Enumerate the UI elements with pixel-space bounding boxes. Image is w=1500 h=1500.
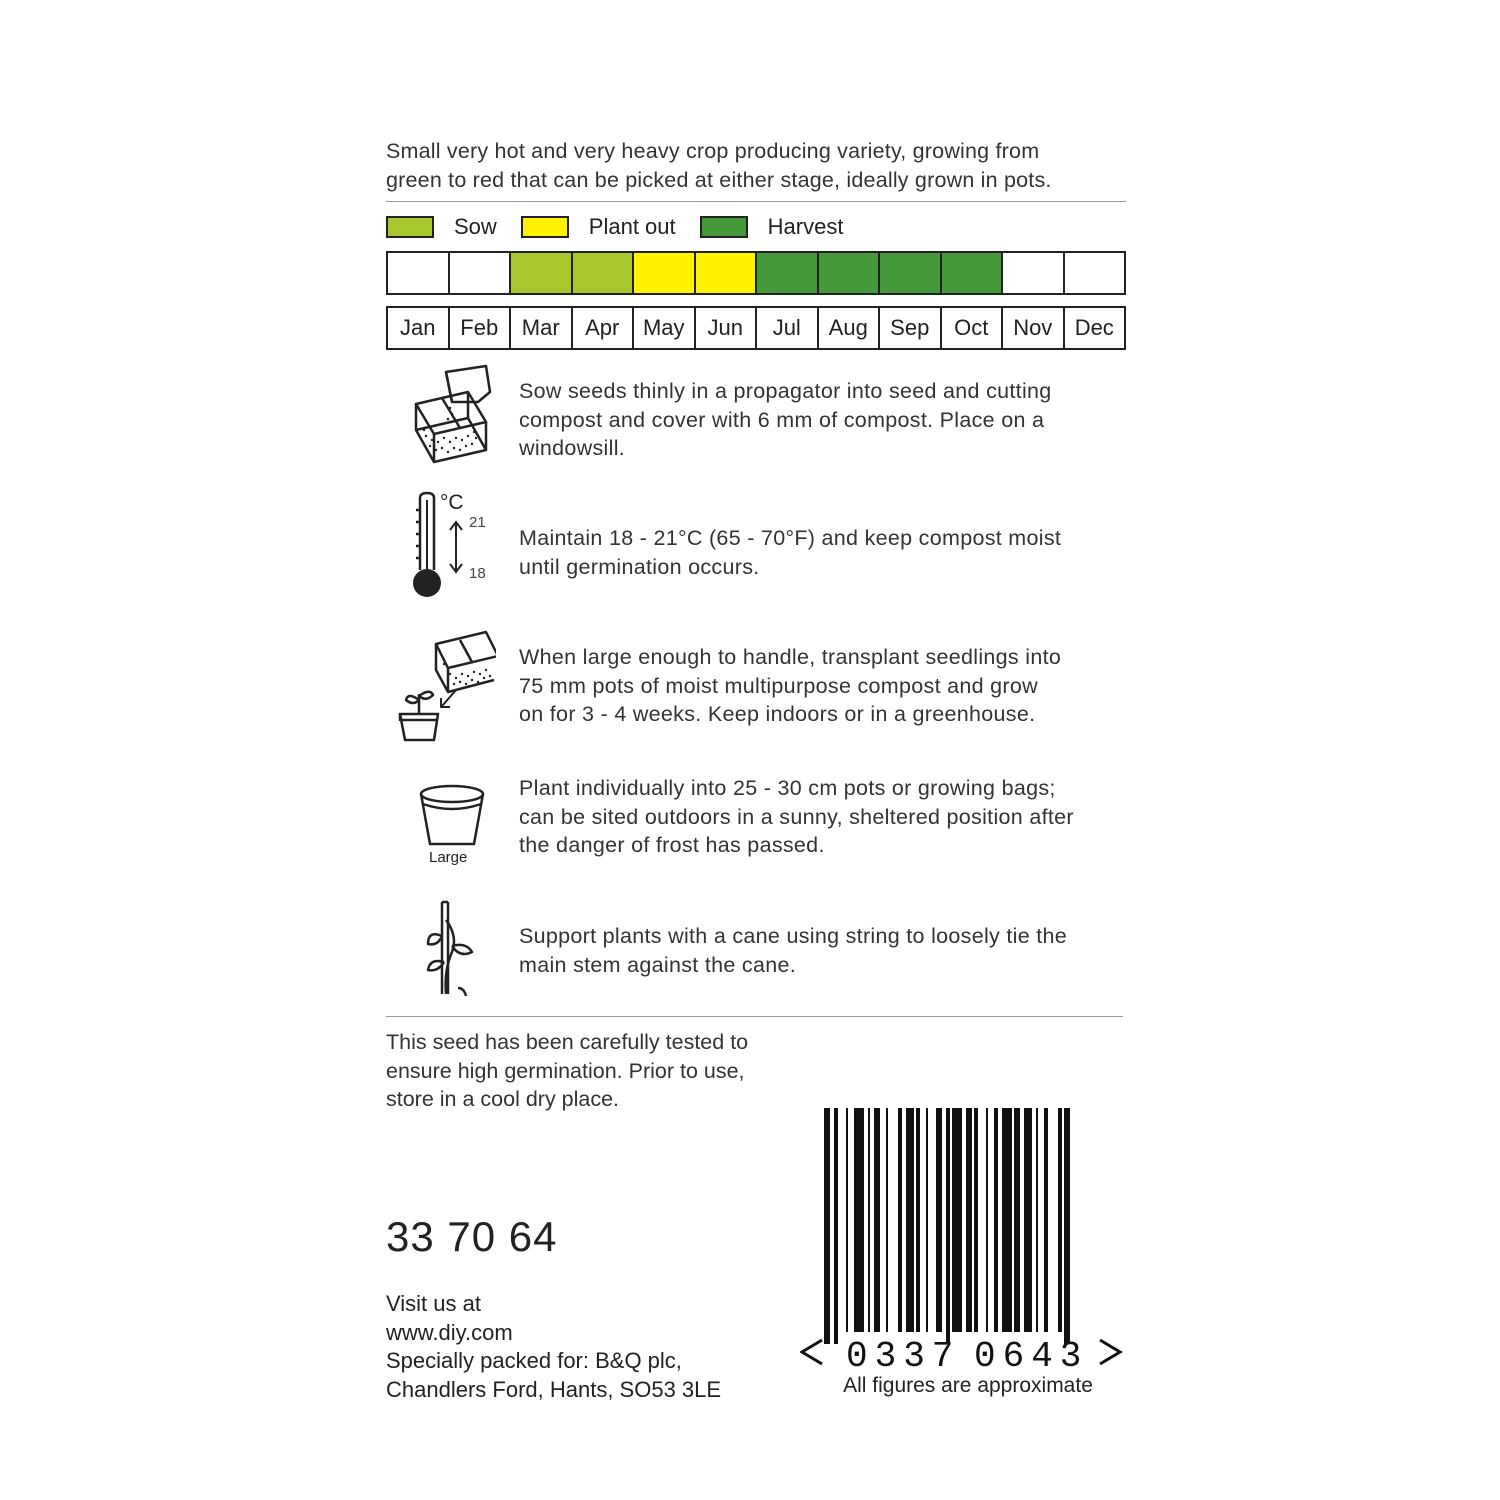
calendar-cell-oct xyxy=(942,253,1004,293)
barcode-bar xyxy=(854,1108,864,1332)
thermometer-high: 21 xyxy=(469,514,486,531)
step-line: 75 mm pots of moist multipurpose compost and grow xyxy=(519,673,1038,698)
calendar-cell-dec xyxy=(1065,253,1125,293)
calendar-activity-row xyxy=(386,251,1126,295)
legend-swatch-sow xyxy=(386,216,434,238)
calendar-cell-nov xyxy=(1003,253,1065,293)
step-temperature-text xyxy=(519,524,1129,581)
barcode-bar xyxy=(824,1108,830,1344)
calendar-month-row xyxy=(386,306,1126,350)
large-pot-icon xyxy=(386,782,496,848)
barcode-bar xyxy=(994,1108,998,1332)
barcode-bar xyxy=(986,1108,988,1332)
step-line: main stem against the cane. xyxy=(519,952,796,977)
calendar-cell-jul xyxy=(757,253,819,293)
legend-label: Plant out xyxy=(588,214,676,239)
calendar-cell-aug xyxy=(819,253,881,293)
step-sow-text xyxy=(519,377,1129,463)
barcode-bar xyxy=(1014,1108,1020,1332)
contact-info xyxy=(386,1290,806,1404)
step-line: Maintain 18 - 21°C (65 - 70°F) and keep compost moist xyxy=(519,526,1062,550)
month-label-oct: Oct xyxy=(942,308,1004,348)
legend-plant-out xyxy=(521,214,676,240)
note-line: store in a cool dry place. xyxy=(386,1087,620,1111)
legend-label: Sow xyxy=(454,214,497,239)
calendar-cell-mar xyxy=(511,253,573,293)
barcode-bar xyxy=(834,1108,838,1344)
barcode-bar xyxy=(946,1108,950,1344)
step-line: Support plants with a cane using string to loosely tie the xyxy=(519,924,1068,948)
month-label-jul: Jul xyxy=(757,308,819,348)
seed-quality-note xyxy=(386,1028,816,1114)
barcode-bar xyxy=(1058,1108,1062,1332)
step-transplant-text xyxy=(519,643,1129,729)
barcode-bar xyxy=(898,1108,902,1332)
divider xyxy=(386,201,1126,202)
cane-support-plant-icon xyxy=(386,900,496,1000)
product-description xyxy=(386,137,1146,195)
calendar-cell-jan xyxy=(388,253,450,293)
note-line: ensure high germination. Prior to use, xyxy=(386,1058,745,1083)
barcode-bar xyxy=(868,1108,870,1332)
calendar-cell-jun xyxy=(696,253,758,293)
barcode-bar xyxy=(966,1108,972,1332)
calendar-cell-may xyxy=(634,253,696,293)
barcode-bar xyxy=(974,1108,978,1332)
barcode-right-digits: 0643 xyxy=(974,1336,1089,1377)
month-label-aug: Aug xyxy=(819,308,881,348)
calendar-legend xyxy=(386,213,867,241)
month-label-dec: Dec xyxy=(1074,315,1114,340)
contact-line: Specially packed for: B&Q plc, xyxy=(386,1348,682,1373)
barcode-bar xyxy=(1044,1108,1048,1332)
contact-line: Chandlers Ford, Hants, SO53 3LE xyxy=(386,1376,722,1402)
barcode-bar xyxy=(1024,1108,1032,1332)
product-code: 33 70 64 xyxy=(386,1213,558,1260)
step-line: When large enough to handle, transplant seedlings into xyxy=(519,645,1062,669)
step-line: on for 3 - 4 weeks. Keep indoors or in a greenhouse. xyxy=(519,702,1036,726)
divider xyxy=(386,1016,1123,1017)
month-label-sep: Sep xyxy=(880,308,942,348)
barcode-bar xyxy=(916,1108,920,1332)
calendar-cell-apr xyxy=(573,253,635,293)
month-label-mar: Mar xyxy=(511,308,573,348)
step-line: can be sited outdoors in a sunny, sheltered position after xyxy=(519,804,1074,829)
month-label-apr: Apr xyxy=(573,308,635,348)
description-line: Small very hot and very heavy crop producing variety, growing from xyxy=(386,139,1040,163)
contact-line: Visit us at xyxy=(386,1291,481,1316)
legend-harvest xyxy=(700,214,844,240)
thermometer-unit: °C xyxy=(440,491,464,514)
barcode-bar xyxy=(1002,1108,1012,1332)
barcode-bar xyxy=(906,1108,914,1332)
barcode-right-chevron-icon xyxy=(1100,1340,1120,1364)
month-label-nov: Nov xyxy=(1003,308,1065,348)
transplant-seedling-icon xyxy=(386,630,496,746)
barcode-bar xyxy=(936,1108,942,1332)
calendar-cell-sep xyxy=(880,253,942,293)
barcode-bar xyxy=(952,1108,962,1332)
barcode-left-digits: 0337 xyxy=(846,1336,961,1377)
step-line: Plant individually into 25 - 30 cm pots or growing bags; xyxy=(519,776,1056,800)
step-line: Sow seeds thinly in a propagator into seed and cutting xyxy=(519,379,1052,403)
step-line: windowsill. xyxy=(519,436,626,460)
thermometer-low: 18 xyxy=(469,565,486,582)
legend-label: Harvest xyxy=(767,214,844,239)
description-line: green to red that can be picked at either stage, ideally grown in pots. xyxy=(386,168,1052,192)
pot-size-label: Large xyxy=(429,849,468,866)
barcode-bar xyxy=(1064,1108,1070,1344)
barcode-bar xyxy=(874,1108,880,1332)
note-line: This seed has been carefully tested to xyxy=(386,1030,749,1054)
propagator-seed-pouring-icon xyxy=(386,362,496,474)
legend-swatch-harvest xyxy=(700,216,748,238)
month-label-feb: Feb xyxy=(450,308,512,348)
barcode-bar xyxy=(886,1108,888,1332)
month-label-may: May xyxy=(634,308,696,348)
month-label-jun: Jun xyxy=(696,308,758,348)
step-line: until germination occurs. xyxy=(519,554,760,579)
month-label-jan: Jan xyxy=(388,308,450,348)
barcode-caption: All figures are approximate xyxy=(843,1374,1093,1397)
barcode-graphic xyxy=(800,1108,1130,1408)
legend-sow xyxy=(386,214,497,240)
calendar-cell-feb xyxy=(450,253,512,293)
step-plant-out-text xyxy=(519,774,1129,860)
legend-swatch-plant-out xyxy=(521,216,569,238)
step-line: compost and cover with 6 mm of compost. Place on a xyxy=(519,407,1045,432)
barcode-left-chevron-icon xyxy=(802,1340,822,1364)
barcode-bar xyxy=(926,1108,928,1332)
barcode-bar xyxy=(846,1108,848,1332)
website-link[interactable]: www.diy.com xyxy=(386,1319,513,1345)
step-line: the danger of frost has passed. xyxy=(519,833,825,857)
step-support-text xyxy=(519,922,1129,979)
barcode xyxy=(800,1108,1130,1408)
barcode-bar xyxy=(1036,1108,1038,1332)
